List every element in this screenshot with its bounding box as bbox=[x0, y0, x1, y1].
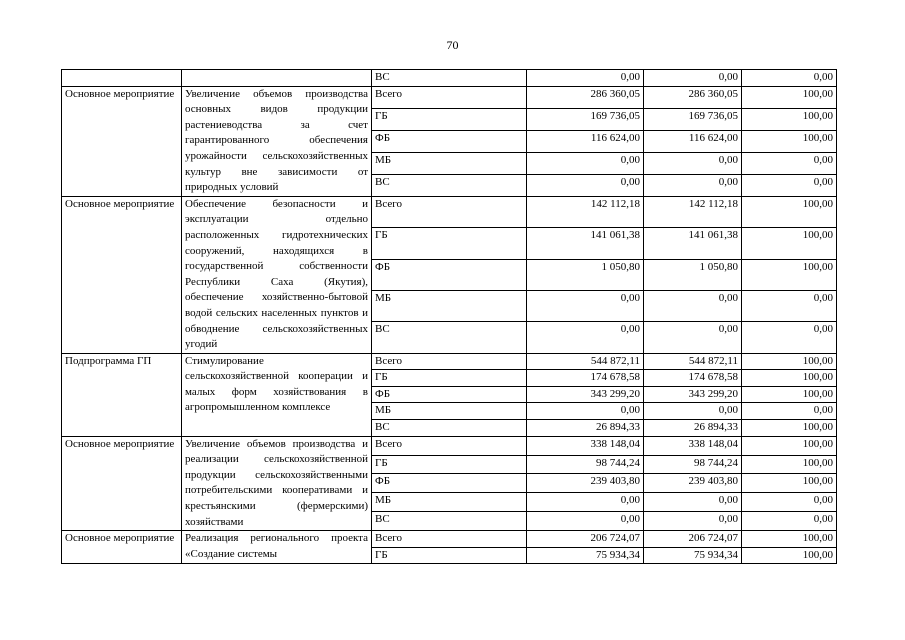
value-cell-2: 0,00 bbox=[644, 322, 742, 353]
value-cell-1: 98 744,24 bbox=[527, 455, 644, 474]
funding-source-cell: МБ bbox=[372, 290, 527, 321]
value-cell-3: 100,00 bbox=[742, 455, 837, 474]
funding-source-cell: Всего bbox=[372, 436, 527, 455]
value-cell-1: 0,00 bbox=[527, 152, 644, 174]
value-cell-1: 343 299,20 bbox=[527, 386, 644, 403]
value-cell-1: 0,00 bbox=[527, 290, 644, 321]
value-cell-1: 338 148,04 bbox=[527, 436, 644, 455]
value-cell-3: 100,00 bbox=[742, 386, 837, 403]
funding-source-cell: Всего bbox=[372, 531, 527, 548]
value-cell-2: 98 744,24 bbox=[644, 455, 742, 474]
row-description-cell: Увеличение объемов производства основных видов продукции растениеводства за счет гарантированного обеспечения урожайности сельскохозяйственных культур вне зависимости от природных условий bbox=[182, 86, 372, 196]
value-cell-3: 100,00 bbox=[742, 420, 837, 437]
value-cell-2: 142 112,18 bbox=[644, 196, 742, 227]
value-cell-2: 338 148,04 bbox=[644, 436, 742, 455]
value-cell-3: 0,00 bbox=[742, 512, 837, 531]
value-cell-3: 100,00 bbox=[742, 228, 837, 259]
value-cell-1: 174 678,58 bbox=[527, 370, 644, 387]
value-cell-2: 174 678,58 bbox=[644, 370, 742, 387]
value-cell-2: 343 299,20 bbox=[644, 386, 742, 403]
value-cell-3: 100,00 bbox=[742, 259, 837, 290]
value-cell-1: 141 061,38 bbox=[527, 228, 644, 259]
value-cell-1: 0,00 bbox=[527, 493, 644, 512]
value-cell-2: 0,00 bbox=[644, 70, 742, 87]
value-cell-3: 0,00 bbox=[742, 152, 837, 174]
value-cell-3: 100,00 bbox=[742, 86, 837, 108]
value-cell-2: 286 360,05 bbox=[644, 86, 742, 108]
value-cell-3: 100,00 bbox=[742, 370, 837, 387]
value-cell-2: 1 050,80 bbox=[644, 259, 742, 290]
value-cell-1: 142 112,18 bbox=[527, 196, 644, 227]
row-type-cell: Основное мероприятие bbox=[62, 531, 182, 564]
value-cell-2: 0,00 bbox=[644, 493, 742, 512]
value-cell-3: 100,00 bbox=[742, 353, 837, 370]
value-cell-2: 206 724,07 bbox=[644, 531, 742, 548]
value-cell-1: 0,00 bbox=[527, 322, 644, 353]
funding-source-cell: Всего bbox=[372, 196, 527, 227]
value-cell-1: 26 894,33 bbox=[527, 420, 644, 437]
funding-source-cell: ВС bbox=[372, 512, 527, 531]
row-type-cell: Основное мероприятие bbox=[62, 436, 182, 531]
value-cell-3: 100,00 bbox=[742, 196, 837, 227]
row-description-cell: Реализация регионального проекта «Создание системы bbox=[182, 531, 372, 564]
funding-source-cell: ВС bbox=[372, 322, 527, 353]
value-cell-1: 0,00 bbox=[527, 403, 644, 420]
row-type-cell: Основное мероприятие bbox=[62, 86, 182, 196]
value-cell-2: 0,00 bbox=[644, 152, 742, 174]
funding-source-cell: ГБ bbox=[372, 370, 527, 387]
funding-source-cell: ГБ bbox=[372, 547, 527, 564]
funding-source-cell: ФБ bbox=[372, 386, 527, 403]
funding-source-cell: МБ bbox=[372, 493, 527, 512]
value-cell-2: 75 934,34 bbox=[644, 547, 742, 564]
funding-source-cell: ГБ bbox=[372, 228, 527, 259]
table-row bbox=[62, 531, 837, 548]
value-cell-3: 0,00 bbox=[742, 322, 837, 353]
value-cell-1: 544 872,11 bbox=[527, 353, 644, 370]
value-cell-3: 0,00 bbox=[742, 174, 837, 196]
value-cell-1: 206 724,07 bbox=[527, 531, 644, 548]
funding-source-cell: МБ bbox=[372, 152, 527, 174]
table-row bbox=[62, 70, 837, 87]
value-cell-1: 0,00 bbox=[527, 174, 644, 196]
value-cell-2: 0,00 bbox=[644, 174, 742, 196]
value-cell-2: 0,00 bbox=[644, 512, 742, 531]
row-description-cell: Стимулирование сельскохозяйственной кооперации и малых форм хозяйствования в агропромышленном комплексе bbox=[182, 353, 372, 436]
funding-source-cell: ГБ bbox=[372, 455, 527, 474]
value-cell-3: 100,00 bbox=[742, 130, 837, 152]
row-description-cell: Обеспечение безопасности и эксплуатации отдельно расположенных гидротехнических сооружений, находящихся в государственной собственности Республики Саха (Якутия), обеспечение хозяйственно-бытовой водой сельских населенных пунктов и обводнение сельскохозяйственных угодий bbox=[182, 196, 372, 353]
funding-source-cell: ВС bbox=[372, 70, 527, 87]
funding-source-cell: ФБ bbox=[372, 474, 527, 493]
budget-table bbox=[61, 69, 837, 564]
value-cell-3: 0,00 bbox=[742, 290, 837, 321]
funding-source-cell: Всего bbox=[372, 353, 527, 370]
row-type-cell: Основное мероприятие bbox=[62, 196, 182, 353]
value-cell-1: 169 736,05 bbox=[527, 108, 644, 130]
value-cell-2: 544 872,11 bbox=[644, 353, 742, 370]
row-type-cell bbox=[62, 70, 182, 87]
table-row bbox=[62, 86, 837, 108]
value-cell-2: 141 061,38 bbox=[644, 228, 742, 259]
table-row bbox=[62, 196, 837, 227]
funding-source-cell: ВС bbox=[372, 420, 527, 437]
row-description-cell bbox=[182, 70, 372, 87]
value-cell-1: 239 403,80 bbox=[527, 474, 644, 493]
value-cell-2: 239 403,80 bbox=[644, 474, 742, 493]
table-row bbox=[62, 436, 837, 455]
value-cell-1: 0,00 bbox=[527, 512, 644, 531]
row-type-cell: Подпрограмма ГП bbox=[62, 353, 182, 436]
value-cell-3: 100,00 bbox=[742, 547, 837, 564]
funding-source-cell: ГБ bbox=[372, 108, 527, 130]
value-cell-3: 0,00 bbox=[742, 493, 837, 512]
value-cell-1: 1 050,80 bbox=[527, 259, 644, 290]
value-cell-1: 75 934,34 bbox=[527, 547, 644, 564]
value-cell-3: 0,00 bbox=[742, 70, 837, 87]
value-cell-2: 26 894,33 bbox=[644, 420, 742, 437]
value-cell-1: 116 624,00 bbox=[527, 130, 644, 152]
value-cell-1: 286 360,05 bbox=[527, 86, 644, 108]
funding-source-cell: ВС bbox=[372, 174, 527, 196]
value-cell-3: 100,00 bbox=[742, 436, 837, 455]
value-cell-2: 116 624,00 bbox=[644, 130, 742, 152]
value-cell-2: 0,00 bbox=[644, 403, 742, 420]
funding-source-cell: ФБ bbox=[372, 259, 527, 290]
row-description-cell: Увеличение объемов производства и реализации сельскохозяйственной продукции сельскохозяйственными потребительскими кооперативами и крестьянскими (фермерскими) хозяйствами bbox=[182, 436, 372, 531]
value-cell-3: 0,00 bbox=[742, 403, 837, 420]
value-cell-3: 100,00 bbox=[742, 474, 837, 493]
page-number: 70 bbox=[446, 38, 459, 52]
value-cell-1: 0,00 bbox=[527, 70, 644, 87]
value-cell-3: 100,00 bbox=[742, 531, 837, 548]
funding-source-cell: Всего bbox=[372, 86, 527, 108]
value-cell-2: 0,00 bbox=[644, 290, 742, 321]
table-row bbox=[62, 353, 837, 370]
funding-source-cell: ФБ bbox=[372, 130, 527, 152]
value-cell-3: 100,00 bbox=[742, 108, 837, 130]
value-cell-2: 169 736,05 bbox=[644, 108, 742, 130]
funding-source-cell: МБ bbox=[372, 403, 527, 420]
